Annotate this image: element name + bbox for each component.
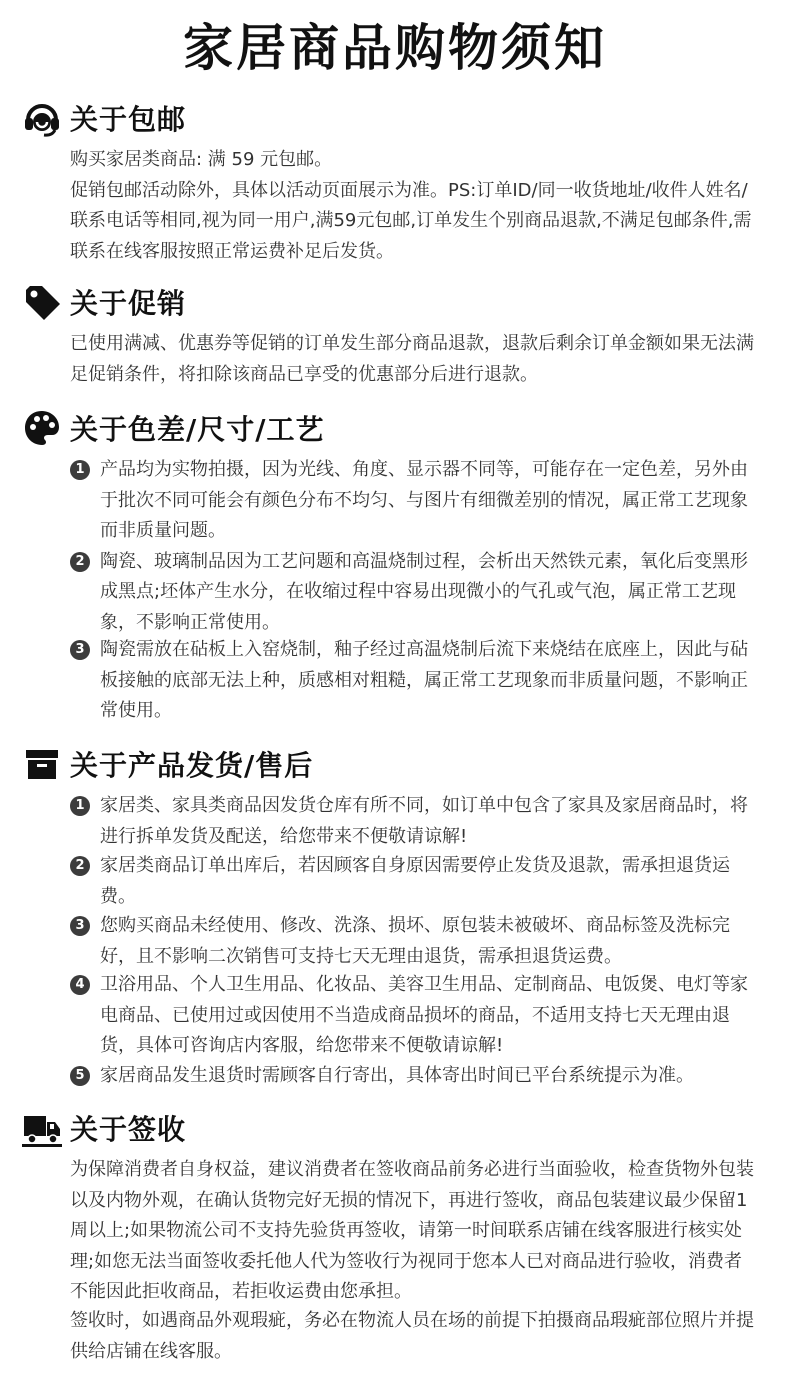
item-number-badge: 1 xyxy=(70,460,90,480)
headset-icon xyxy=(22,98,62,138)
item-text: 陶瓷、玻璃制品因为工艺问题和高温烧制过程，会析出天然铁元素，氧化后变黑形成黑点;坯体产生水分，在收缩过程中容易出现微小的气孔或气泡，属正常工艺现象，不影响正常使用。 xyxy=(100,550,748,633)
box-icon xyxy=(22,744,62,784)
item-number-badge: 1 xyxy=(70,796,90,816)
item-number-badge: 5 xyxy=(70,1066,90,1086)
item-text: 家居商品发生退货时需顾客自行寄出，具体寄出时间已平台系统提示为准。 xyxy=(100,1065,694,1086)
item-number-badge: 3 xyxy=(70,640,90,660)
item-text: 您购买商品未经使用、修改、洗涤、损坏、原包装未被破坏、商品标签及洗标完好，且不影响二次销售可支持七天无理由退货，需承担退货运费。 xyxy=(100,915,730,967)
section-heading-color xyxy=(22,408,324,448)
section-heading-text: 关于色差/尺寸/工艺 xyxy=(70,413,325,446)
section-heading-shipping xyxy=(22,98,186,138)
color-item-1 xyxy=(70,455,760,547)
item-text: 卫浴用品、个人卫生用品、化妆品、美容卫生用品、定制商品、电饭煲、电灯等家电商品、已使用过或因使用不当造成商品损坏的商品，不适用支持七天无理由退货，具体可咨询店内客服，给您带来不便敬请谅解! xyxy=(100,974,748,1056)
section-heading-text: 关于签收 xyxy=(70,1113,187,1146)
section-heading-text: 关于产品发货/售后 xyxy=(70,749,314,782)
section-heading-delivery xyxy=(22,744,313,784)
shipping-paragraph-2: 促销包邮活动除外，具体以活动页面展示为准。PS:订单ID/同一收货地址/收件人姓名/联系电话等相同,视为同一用户,满59元包邮,订单发生个别商品退款,不满足包邮条件,需联系在线客服按照正常运费补足后发货。 xyxy=(70,179,752,262)
shipping-paragraph-1: 购买家居类商品: 满 59 元包邮。 xyxy=(70,149,333,170)
color-item-3 xyxy=(70,635,760,727)
page-title: 家居商品购物须知 xyxy=(183,19,607,77)
item-number-badge: 2 xyxy=(70,856,90,876)
section-heading-text: 关于促销 xyxy=(70,287,187,320)
delivery-item-1 xyxy=(70,791,760,852)
receipt-paragraph-1: 为保障消费者自身权益，建议消费者在签收商品前务必进行当面验收，检查货物外包装以及内物外观，在确认货物完好无损的情况下，再进行签收，商品包装建议最少保留1周以上;如果物流公司不支持先验货再签收，请第一时间联系店铺在线客服进行核实处理;如您无法当面签收委托他人代为签收行为视同于您本人已对商品进行验收，消费者不能因此拒收商品，若拒收运费由您承担。 xyxy=(70,1159,754,1302)
item-text: 家居类商品订单出库后，若因顾客自身原因需要停止发货及退款，需承担退货运费。 xyxy=(100,855,730,907)
section-heading-receipt xyxy=(22,1108,186,1148)
item-number-badge: 2 xyxy=(70,552,90,572)
section-heading-text: 关于包邮 xyxy=(70,103,187,136)
truck-icon xyxy=(22,1108,62,1148)
section-heading-promotion xyxy=(22,282,186,322)
delivery-item-4 xyxy=(70,970,760,1062)
color-item-2 xyxy=(70,547,760,639)
tag-icon xyxy=(22,282,62,322)
item-text: 产品均为实物拍摄，因为光线、角度、显示器不同等，可能存在一定色差，另外由于批次不同可能会有颜色分布不均匀、与图片有细微差别的情况，属正常工艺现象而非质量问题。 xyxy=(100,459,748,541)
receipt-paragraph-2: 签收时，如遇商品外观瑕疵，务必在物流人员在场的前提下拍摄商品瑕疵部位照片并提供给店铺在线客服。 xyxy=(70,1310,754,1362)
promotion-paragraph: 已使用满减、优惠券等促销的订单发生部分商品退款，退款后剩余订单金额如果无法满足促销条件，将扣除该商品已享受的优惠部分后进行退款。 xyxy=(70,333,754,385)
delivery-item-5 xyxy=(70,1061,760,1092)
delivery-item-2 xyxy=(70,851,760,912)
item-text: 陶瓷需放在砧板上入窑烧制，釉子经过高温烧制后流下来烧结在底座上，因此与砧板接触的底部无法上种，质感相对粗糙，属正常工艺现象而非质量问题，不影响正常使用。 xyxy=(100,639,748,721)
item-number-badge: 3 xyxy=(70,916,90,936)
item-number-badge: 4 xyxy=(70,975,90,995)
item-text: 家居类、家具类商品因发货仓库有所不同，如订单中包含了家具及家居商品时，将进行拆单发货及配送，给您带来不便敬请谅解! xyxy=(100,795,748,847)
delivery-item-3 xyxy=(70,911,760,972)
palette-icon xyxy=(22,408,62,448)
